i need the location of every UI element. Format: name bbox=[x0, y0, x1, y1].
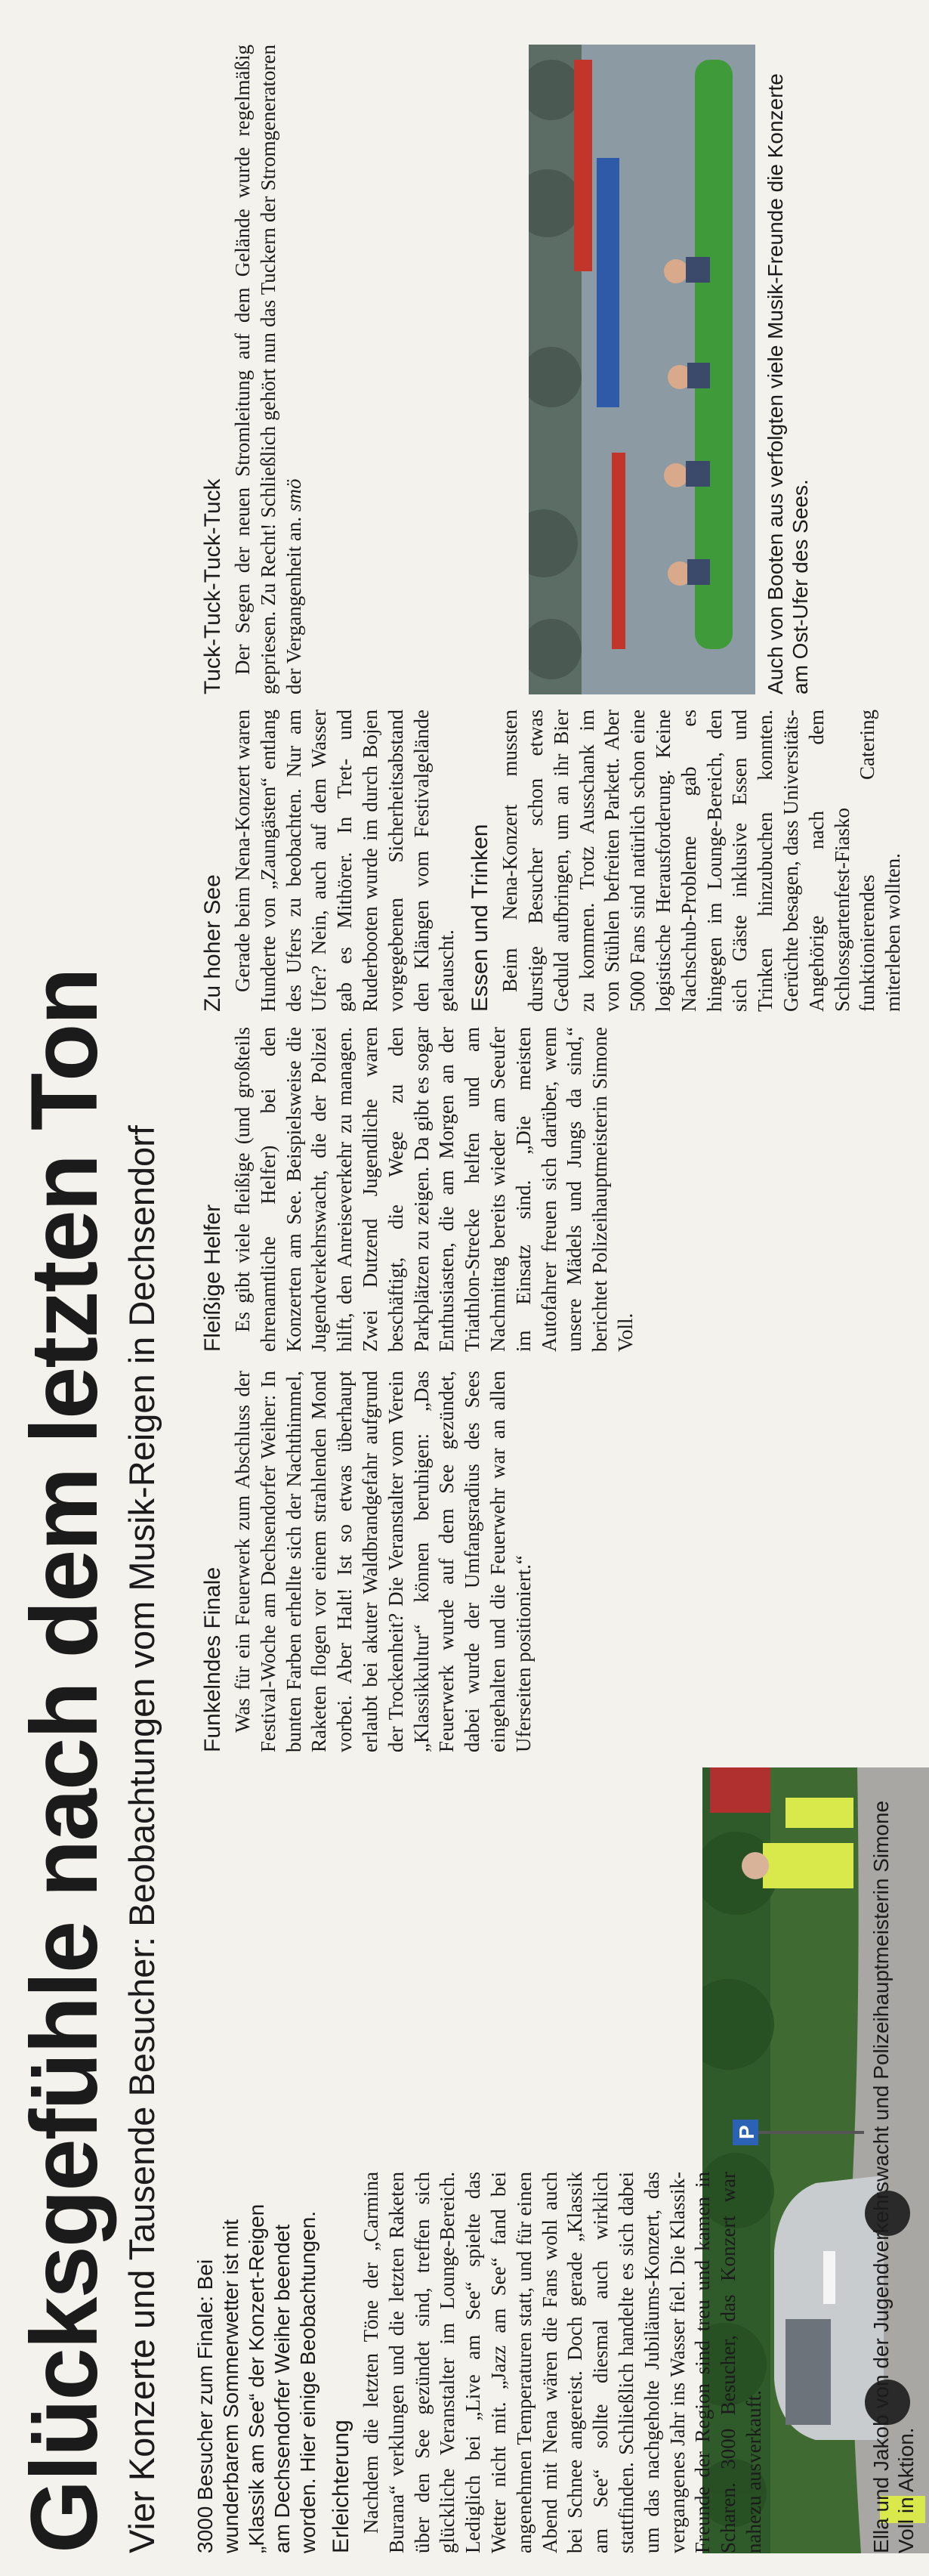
section-heading-see: Zu hoher See bbox=[200, 874, 225, 1012]
parking-sign-text: P bbox=[735, 2125, 758, 2139]
article-column-4 bbox=[193, 1027, 642, 1352]
section-heading-finale: Funkelndes Finale bbox=[200, 1566, 225, 1752]
section-heading-tuck: Tuck-Tuck-Tuck-Tuck bbox=[200, 478, 225, 694]
section-heading-helfer: Fleißige Helfer bbox=[200, 1204, 225, 1352]
section-heading-essen: Essen und Trinken bbox=[468, 824, 493, 1012]
paragraph-helfer: Es gibt viele fleißige (und großteils ehrenamtliche Helfer) bei den Konzerten am See. Beispielsweise die Jugendverkehrswacht, die der Polizei hilft, den Anreiseverkehr zu managen. Zwei Dutzend Jugendliche waren beschäftigt, die Wege zu den Parkplätzen zu zeigen. Da gibt es sogar Enthusiasten, die am Morgen an der Triathlon-Strecke helfen und am Nachmittag bereits wieder am Seeufer im Einsatz sind. „Die meisten Autofahrer freuen sich darüber, wenn unsere Mädels und Jungs da sind,“ berichtet Polizeihauptmeisterin Simone Voll. bbox=[231, 1027, 637, 1352]
paragraph-tuck: Der Segen der neuen Stromleitung auf dem Gelände wurde regelmäßig gepriesen. Zu Recht! Schließlich gehört nun das Tuckern der Stromgeneratoren der Vergangenheit an. bbox=[231, 45, 305, 694]
article-column-1 bbox=[193, 2172, 770, 2553]
subheadline: Vier Konzerte und Tausende Besucher: Beobachtungen vom Musik-Reigen in Dechsendorf bbox=[122, 1125, 162, 2553]
article-column-3 bbox=[193, 1371, 540, 1752]
article-intro: 3000 Besucher zum Finale: Bei wunderbarem Sommerwetter ist mit „Klassik am See“ der Konzert-Reigen am Dechsendorfer Weiher beendet worden. Hier einige Beobachtungen. bbox=[193, 2203, 319, 2553]
paragraph-see: Gerade beim Nena-Konzert waren Hunderte von „Zaungästen“ entlang des Ufers zu beobachten. Nur am Ufer? Nein, auch auf dem Wasser gab es Mithörer. In Tret- und Ruderbooten wurde im durch Bojen vorgegebenen Sicherheitsabstand den Klängen vom Festivalgelände gelauscht. bbox=[231, 710, 458, 1012]
caption-boats-photo: Auch von Booten aus verfolgten viele Musik-Freunde die Konzerte am Ost-Ufer des Sees. bbox=[764, 73, 812, 694]
headline: Glücksgefühle nach dem letzten Ton bbox=[12, 969, 117, 2553]
article-column-6 bbox=[193, 45, 517, 694]
paragraph-essen: Beim Nena-Konzert mussten durstige Besucher schon etwas Geduld aufbringen, um an ihr Bier zu kommen. Trotz Ausschank im von Stühlen befreiten Parkett. Aber 5000 Fans sind natürlich schon eine logistische Herausforderung. Keine Nachschub-Probleme gab es hingegen im Lounge-Bereich, den sich Gäste inklusive Essen und Trinken hinzubuchen konnten. Gerüchte besagen, dass Universitäts-Angehörige nach dem Schlossgartenfest-Fiasko funktionierendes Catering miterleben wollten. bbox=[498, 710, 905, 1012]
section-heading-erleichterung: Erleichterung bbox=[329, 2420, 353, 2553]
photo-boats-lake bbox=[529, 45, 755, 694]
paragraph-erleichterung: Nachdem die letzten Töne der „Carmina Burana“ verklungen und die letzten Raketen über den See gezündet sind, treffen sich glückliche Veranstalter im Lounge-Bereich. Lediglich bei „Live am See“ spielte das Wetter nicht mit. „Jazz am See“ fand bei angenehmen Temperaturen statt, und für einen Abend mit Nena wären die Fans wohl auch bei Schnee angereist. Doch gerade „Klassik am See“ sollte diesmal auch wirklich stattfinden. Schließlich handelte es sich dabei um das nachgeholte Jubiläums-Konzert, das vergangenes Jahr ins Wasser fiel. Die Klassik-Freunde der Region sind treu und kamen in Scharen. 3000 Besucher, das Konzert war nahezu ausverkauft. bbox=[360, 2172, 765, 2553]
caption-parking-photo: Ella und Jakob von der Jugendverkehrswacht und Polizeihauptmeisterin Simone Voll in Aktion. bbox=[869, 1800, 918, 2553]
author-initials: smö bbox=[282, 478, 305, 512]
paragraph-finale: Was für ein Feuerwerk zum Abschluss der Festival-Woche am Dechsendorfer Weiher: In bunten Farben erhellte sich der Nachthimmel, Raketen flogen vor einem strahlenden Mond vorbei. Aber Halt! Ist so etwas überhaupt erlaubt bei akuter Waldbrandgefahr aufgrund der Trockenheit? Die Veranstalter vom Verein „Klassikkultur“ können beruhigen: „Das Feuerwerk wurde auf dem See gezündet, dabei wurde der Umfangsradius des Sees eingehalten und die Feuerwehr war an allen Uferseiten positioniert.“ bbox=[231, 1371, 535, 1752]
article-column-5 bbox=[193, 710, 909, 1012]
